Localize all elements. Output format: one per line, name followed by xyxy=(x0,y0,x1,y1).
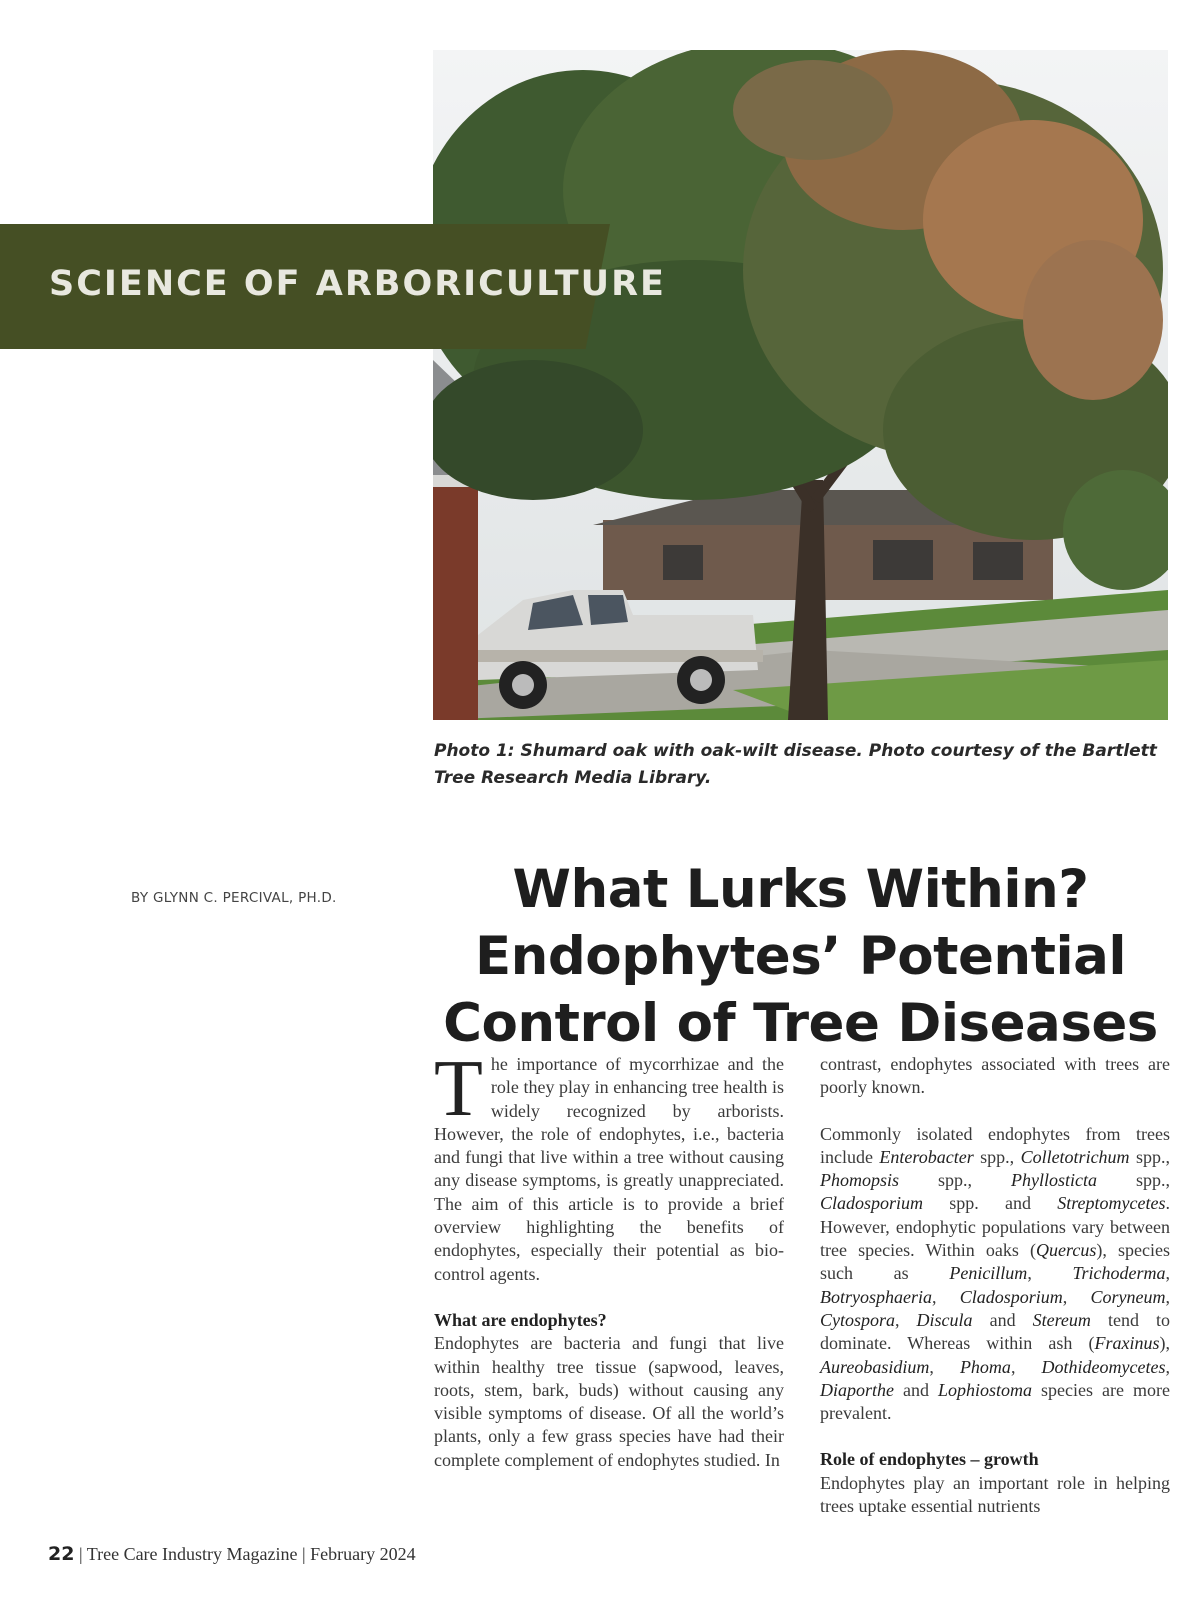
oak-tree-photo xyxy=(433,50,1168,720)
page-footer xyxy=(48,1543,416,1565)
intro-paragraph xyxy=(434,1045,784,1286)
photo-caption: Photo 1: Shumard oak with oak-wilt disease. Photo courtesy of the Bartlett Tree Research Media Library. xyxy=(434,741,1157,788)
byline: BY GLYNN C. PERCIVAL, PH.D. xyxy=(131,890,337,906)
headline-line: Control of Tree Diseases xyxy=(443,992,1158,1054)
subheading-role-growth: Role of endophytes – growth xyxy=(820,1449,1039,1470)
intro-text: he importance of mycorrhizae and the role they play in enhancing tree health is widely recognized by arborists. However, the role of endophytes, i.e., bacteria and fungi that live within a tree without causing any disease symptoms, is greatly unappreciated. The aim of this article is to provide a brief overview highlighting the benefits of endophytes, especially their potential as bio-control agents. xyxy=(434,1054,784,1284)
subheading-what-are-endophytes: What are endophytes? xyxy=(434,1309,607,1330)
paragraph-role-growth: Endophytes play an important role in helping trees uptake essential nutrients xyxy=(820,1472,1170,1517)
footer-text: | Tree Care Industry Magazine | February 2024 xyxy=(74,1544,416,1564)
article-photo xyxy=(433,50,1168,720)
section-label: SCIENCE OF ARBORICULTURE xyxy=(49,264,666,304)
headline-line: What Lurks Within? xyxy=(512,858,1089,920)
paragraph-contrast: contrast, endophytes associated with trees are poorly known. xyxy=(820,1054,1170,1098)
paragraph-common-endophytes: Commonly isolated endophytes from trees include Enterobacter spp., Colletotrichum spp., Phomopsis spp., Phyllosticta spp., Cladosporium spp. and Streptomycetes. However, endophytic populations vary between tree species. Within oaks (Quercus), species such as Penicillum, Trichoderma, Botryosphaeria, Cladosporium, Coryneum, Cytospora, Discula and Stereum tend to dominate. Whereas within ash (Fraxinus), Aureobasidium, Phoma, Dothideomycetes, Diaporthe and Lophiostoma species are more prevalent. xyxy=(820,1123,1171,1424)
headline-line: Endophytes’ Potential xyxy=(474,925,1127,987)
article-headline xyxy=(433,856,1168,1057)
paragraph-what-are-endophytes: Endophytes are bacteria and fungi that live within healthy tree tissue (sapwood, leaves, roots, stem, bark, buds) without causing any visible symptoms of disease. Of all the world’s plants, only a few grass species have had their complete complement of endophytes studied. In xyxy=(434,1333,784,1470)
body-column-left xyxy=(434,1045,784,1495)
body-column-right xyxy=(820,1053,1170,1541)
drop-cap: T xyxy=(434,1045,483,1133)
page-number: 22 xyxy=(48,1543,75,1565)
